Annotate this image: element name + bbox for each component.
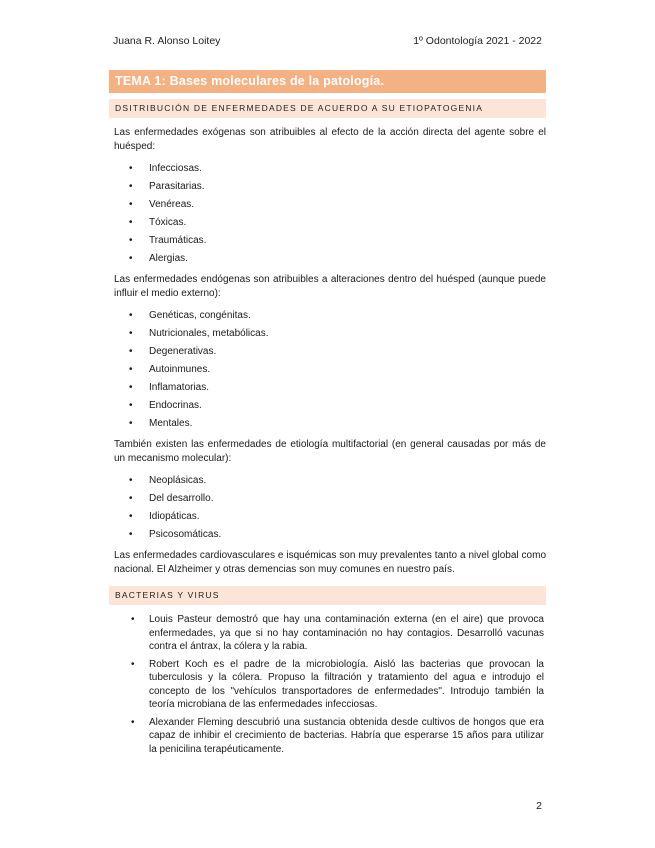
author-name: Juana R. Alonso Loitey <box>113 35 221 47</box>
main-content <box>109 70 546 764</box>
closing-paragraph: Las enfermedades cardiovasculares e isquémicas son muy prevalentes tanto a nivel global como nacional. El Alzheimer y otras demencias son muy comunes en nuestro país. <box>114 550 546 575</box>
list-item: • Nutricionales, metabólicas. <box>109 328 546 340</box>
list-item: • Inflamatorias. <box>109 382 546 394</box>
section-heading-bacterias: BACTERIAS Y VIRUS <box>109 586 546 605</box>
list-item: • Mentales. <box>109 418 546 430</box>
endogenas-intro: Las enfermedades endógenas son atribuibles a alteraciones dentro del huésped (aunque puede influir el medio externo): <box>114 274 546 299</box>
list-item: • Neoplásicas. <box>109 475 546 487</box>
list-item: • Autoinmunes. <box>109 364 546 376</box>
list-item: • Venéreas. <box>109 199 546 211</box>
list-item: • Louis Pasteur demostró que hay una contaminación externa (en el aire) que provoca enfermedades, ya que si no hay contaminación no hay contagios. Desarrolló vacunas contra el ántrax, la cólera y la rabia. <box>109 613 546 654</box>
list-item: • Tóxicas. <box>109 217 546 229</box>
topic-title: TEMA 1: Bases moleculares de la patología. <box>109 70 546 93</box>
page-number: 2 <box>536 800 542 812</box>
list-item: • Alexander Fleming descubrió una sustancia obtenida desde cultivos de hongos que era capaz de inhibir el crecimiento de bacterias. Habría que esperarse 15 años para utilizar la penicilina terapéuticamente. <box>109 716 546 757</box>
list-item: • Endocrinas. <box>109 400 546 412</box>
exogenas-list <box>109 163 546 265</box>
section-heading-distribucion: DSITRIBUCIÓN DE ENFERMEDADES DE ACUERDO A SU ETIOPATOGENIA <box>109 99 546 118</box>
bacterias-list <box>109 613 546 756</box>
list-item: • Parasitarias. <box>109 181 546 193</box>
course-label: 1º Odontología 2021 - 2022 <box>413 35 542 47</box>
list-item: • Degenerativas. <box>109 346 546 358</box>
list-item: • Infecciosas. <box>109 163 546 175</box>
list-item: • Psicosomáticas. <box>109 529 546 541</box>
endogenas-list <box>109 310 546 430</box>
list-item: • Del desarrollo. <box>109 493 546 505</box>
list-item: • Idiopáticas. <box>109 511 546 523</box>
exogenas-intro: Las enfermedades exógenas son atribuibles al efecto de la acción directa del agente sobre el huésped: <box>114 127 546 152</box>
multifactorial-list <box>109 475 546 541</box>
list-item: • Alergias. <box>109 253 546 265</box>
multifactorial-intro: También existen las enfermedades de etiología multifactorial (en general causadas por más de un mecanismo molecular): <box>114 439 546 464</box>
list-item: • Traumáticas. <box>109 235 546 247</box>
list-item: • Robert Koch es el padre de la microbiología. Aisló las bacterias que provocan la tuberculosis y la cólera. Propuso la filtración y tratamiento del agua e introdujo el concepto de los "vehículos transportadores de enfermedades". Introdujo también la teoría microbiana de las enfermedades infecciosas. <box>109 658 546 712</box>
list-item: • Genéticas, congénitas. <box>109 310 546 322</box>
